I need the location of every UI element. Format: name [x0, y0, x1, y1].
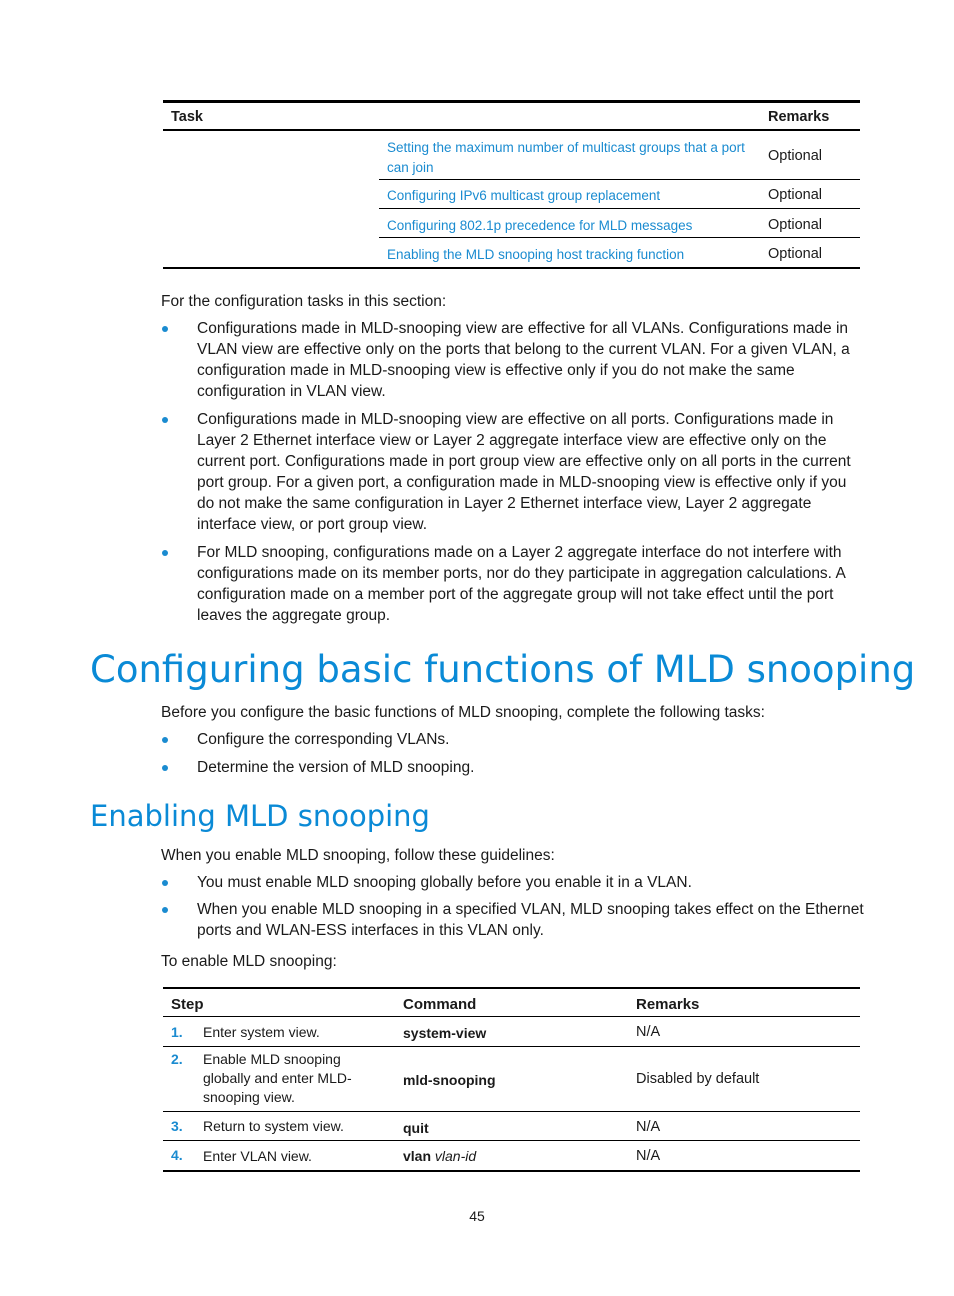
- task-link-host-tracking[interactable]: Enabling the MLD snooping host tracking function: [387, 247, 685, 262]
- table-bottom-rule: [163, 1170, 860, 1172]
- bullet-icon: [162, 326, 168, 332]
- h2-bullet-1: You must enable MLD snooping globally before you enable it in a VLAN.: [197, 874, 692, 891]
- bullet-icon: [162, 907, 168, 913]
- step-description: Enter system view.: [203, 1024, 320, 1040]
- table-row: [163, 1016, 860, 1047]
- remarks-header: Remarks: [636, 996, 700, 1013]
- bullet-icon: [162, 880, 168, 886]
- bullet-icon: [162, 765, 168, 771]
- bullet-icon: [162, 550, 168, 556]
- procedure-lead: To enable MLD snooping:: [161, 953, 337, 970]
- table-row: [163, 1046, 860, 1112]
- subsection-heading: Enabling MLD snooping: [90, 799, 430, 833]
- intro-paragraph: For the configuration tasks in this section:: [161, 293, 447, 310]
- command-header: Command: [403, 996, 477, 1013]
- step-description: Return to system view.: [203, 1118, 344, 1134]
- command-argument: vlan-id: [434, 1148, 477, 1164]
- step-command: mld-snooping: [403, 1072, 496, 1088]
- step-number: 1.: [171, 1024, 183, 1040]
- step-number: 4.: [171, 1147, 183, 1163]
- h2-intro-paragraph: When you enable MLD snooping, follow these guidelines:: [161, 847, 555, 864]
- step-number: 2.: [171, 1051, 183, 1067]
- step-remarks: N/A: [636, 1148, 661, 1164]
- table-row: [379, 179, 860, 209]
- section-heading: Configuring basic functions of MLD snooping: [90, 648, 916, 691]
- h2-bullet-2: When you enable MLD snooping in a specified VLAN, MLD snooping takes effect on the Ethernet ports and WLAN-ESS interfaces in this VLAN only.: [197, 901, 864, 939]
- task-link-group-replacement[interactable]: Configuring IPv6 multicast group replacement: [387, 188, 661, 203]
- step-remarks: N/A: [636, 1119, 661, 1135]
- step-command: vlan vlan-id: [403, 1148, 477, 1164]
- table-row: [163, 1140, 860, 1171]
- intro-bullet-1: Configurations made in MLD-snooping view are effective for all VLANs. Configurations made in VLAN view are effective only on the ports that belong to the current VLAN. For a given VLAN, a configuration made in MLD-snooping view is effective only if you do not make the same configuration in VLAN view.: [197, 320, 850, 400]
- task-header: Task: [171, 109, 203, 125]
- page-number: 45: [469, 1208, 485, 1224]
- h1-bullet-2: Determine the version of MLD snooping.: [197, 759, 475, 776]
- table-row: [379, 237, 860, 268]
- h1-bullet-1: Configure the corresponding VLANs.: [197, 731, 450, 748]
- step-remarks: N/A: [636, 1024, 661, 1040]
- task-remarks: Optional: [768, 187, 823, 203]
- table-row: [379, 208, 860, 238]
- table-top-rule: [163, 987, 860, 989]
- remarks-header: Remarks: [768, 109, 830, 125]
- step-command: quit: [403, 1120, 429, 1136]
- task-remarks: Optional: [768, 246, 823, 262]
- bullet-icon: [162, 417, 168, 423]
- task-link-max-groups[interactable]: Setting the maximum number of multicast groups that a port can join: [387, 140, 745, 175]
- step-command: system-view: [403, 1025, 487, 1041]
- task-remarks: Optional: [768, 217, 823, 233]
- table-top-rule: [163, 100, 860, 103]
- step-remarks: Disabled by default: [636, 1071, 760, 1087]
- bullet-icon: [162, 737, 168, 743]
- step-header: Step: [171, 996, 204, 1013]
- table-row: [163, 1111, 860, 1141]
- table-row: [379, 131, 860, 179]
- step-description: Enter VLAN view.: [203, 1148, 312, 1164]
- h1-intro-paragraph: Before you configure the basic functions of MLD snooping, complete the following tasks:: [161, 704, 765, 721]
- intro-bullet-2: Configurations made in MLD-snooping view are effective on all ports. Configurations made in Layer 2 Ethernet interface view or Layer 2 aggregate interface view are effective only on the current port. Configurations made in port group view are effective only on all ports in the current port group. For a given port, a configuration made in MLD-snooping view is effective only if you do not make the same configuration in Layer 2 Ethernet interface view, Layer 2 aggregate interface view, or port group view.: [197, 411, 851, 533]
- intro-bullet-3: For MLD snooping, configurations made on a Layer 2 aggregate interface do not interfere with configurations made on its member ports, nor do they participate in aggregation calculations. A configuration made on a member port of the aggregate group will not take effect until the port leaves the aggregate group.: [197, 544, 845, 624]
- table-bottom-rule: [163, 267, 860, 269]
- task-link-8021p[interactable]: Configuring 802.1p precedence for MLD messages: [387, 218, 693, 233]
- task-remarks: Optional: [768, 148, 823, 164]
- step-description: Enable MLD snooping globally and enter MLD-snooping view.: [203, 1051, 352, 1105]
- step-number: 3.: [171, 1118, 183, 1134]
